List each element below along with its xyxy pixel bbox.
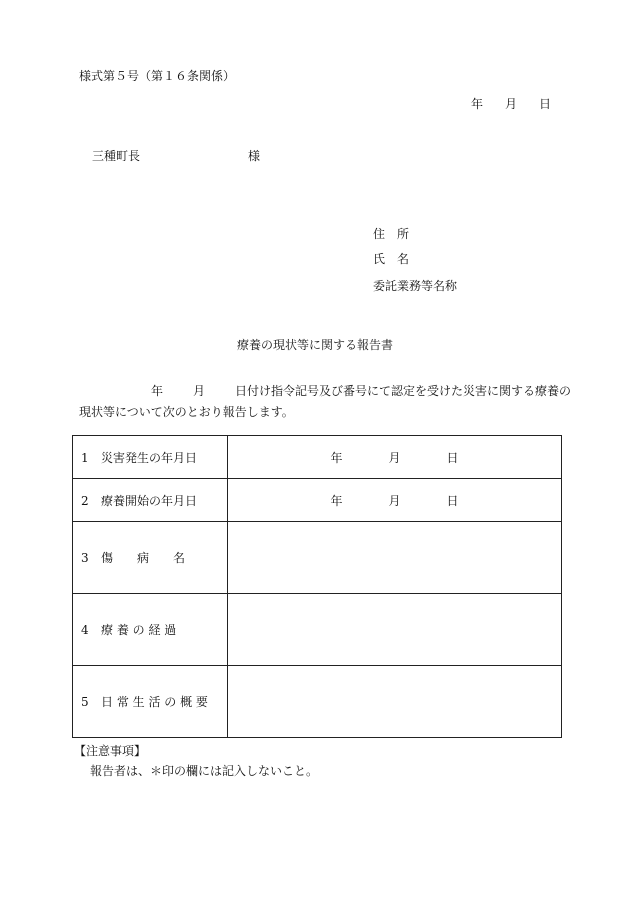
treatment-start-date-field[interactable] xyxy=(228,479,562,522)
field-day-label: 日 xyxy=(446,493,459,508)
table-row xyxy=(73,594,562,666)
row-number: 5 xyxy=(81,695,89,709)
report-date xyxy=(471,95,551,112)
date-month-label: 月 xyxy=(505,97,518,111)
field-month-label: 月 xyxy=(388,493,401,508)
field-year-label: 年 xyxy=(330,493,343,508)
table-row xyxy=(73,436,562,479)
date-day-label: 日 xyxy=(539,97,552,111)
disaster-date-field[interactable] xyxy=(228,436,562,479)
intro-month: 月 xyxy=(193,384,206,398)
row-number: 3 xyxy=(81,551,89,565)
row-number: 2 xyxy=(81,493,89,508)
addressee xyxy=(92,147,260,164)
table-row xyxy=(73,522,562,594)
intro-year: 年 xyxy=(151,384,164,398)
table-row xyxy=(73,479,562,522)
injury-name-field[interactable] xyxy=(228,522,562,594)
row-number: 1 xyxy=(81,450,89,465)
row-label-cell xyxy=(73,594,228,666)
row-label: 日 常 生 活 の 概 要 xyxy=(101,695,208,709)
sender-org-label: 委託業務等名称 xyxy=(373,279,458,293)
row-label-cell xyxy=(73,479,228,522)
field-year-label: 年 xyxy=(330,450,343,465)
addressee-name: 三種町長 xyxy=(92,149,141,163)
row-label: 災害発生の年月日 xyxy=(101,450,198,465)
row-number: 4 xyxy=(81,623,89,637)
row-label: 療 養 の 経 過 xyxy=(101,623,177,637)
sender-address-label: 住 所 xyxy=(373,227,410,241)
field-day-label: 日 xyxy=(446,450,459,465)
intro-paragraph xyxy=(79,381,574,423)
report-table xyxy=(72,435,562,738)
row-label: 傷 病 名 xyxy=(101,551,186,565)
daily-life-summary-field[interactable] xyxy=(228,666,562,738)
row-label-cell xyxy=(73,666,228,738)
form-number: 様式第５号（第１６条関係） xyxy=(79,69,236,83)
notes-text: 報告者は、＊印の欄には記入しないこと。 xyxy=(90,764,319,778)
sender-name-label: 氏 名 xyxy=(373,252,410,266)
treatment-progress-field[interactable] xyxy=(228,594,562,666)
field-month-label: 月 xyxy=(388,450,401,465)
intro-text: 日付け指令記号及び番号にて認定を受けた災害に関する療養の現状等について次のとおり報告します。 xyxy=(79,384,572,419)
row-label-cell xyxy=(73,522,228,594)
document-title: 療養の現状等に関する報告書 xyxy=(236,338,393,352)
date-year-label: 年 xyxy=(471,97,484,111)
row-label: 療養開始の年月日 xyxy=(101,493,198,508)
addressee-honorific: 様 xyxy=(248,149,261,163)
row-label-cell xyxy=(73,436,228,479)
table-row xyxy=(73,666,562,738)
notes-heading: 【注意事項】 xyxy=(74,744,147,758)
